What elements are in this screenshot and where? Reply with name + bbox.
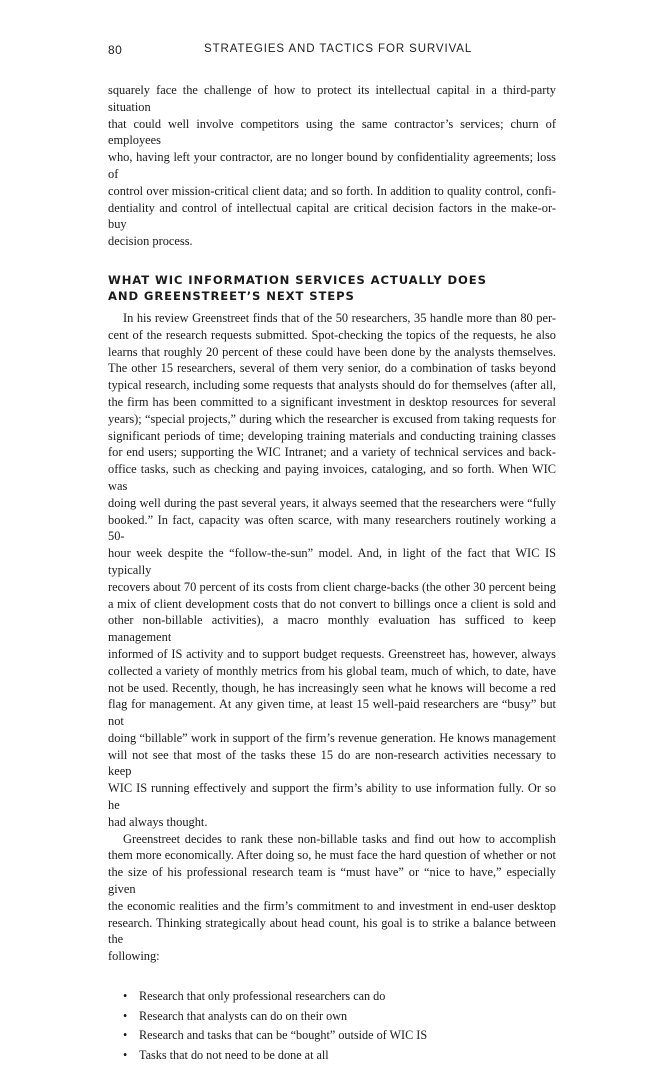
bullet-marker: • <box>123 1047 128 1062</box>
bullet-marker: • <box>123 1008 128 1023</box>
list-item-text: Research that analysts can do on their own <box>139 1008 348 1023</box>
text-line: informed of IS activity and to support budget requests. Greenstreet has, however, always <box>108 646 556 661</box>
text-line: not be used. Recently, though, he has increasingly seen what he knows will become a red <box>108 680 556 695</box>
list-item <box>108 1046 556 1065</box>
text-line: years); “special projects,” during which the researcher is excused from taking requests for <box>108 411 556 426</box>
list-item-text: Research that only professional researchers can do <box>139 989 386 1004</box>
paragraph-review <box>108 310 556 831</box>
text-line: WIC IS running effectively and support the firm’s ability to use information fully. Or so he <box>108 781 556 813</box>
list-item <box>108 1026 556 1046</box>
section-heading <box>108 272 556 304</box>
text-line: that could well involve competitors using the same contractor’s services; churn of employees <box>108 116 556 148</box>
text-line: decision process. <box>108 234 193 249</box>
list-item <box>108 1007 556 1027</box>
text-line: them more economically. After doing so, he must face the hard question of whether or not <box>108 848 556 863</box>
list-item <box>108 987 556 1007</box>
text-line: learns that roughly 20 percent of these could have been done by the analysts themselves. <box>108 344 556 359</box>
bullet-marker: • <box>123 1028 128 1043</box>
text-line: for end users; supporting the WIC Intranet; and a variety of technical services and back- <box>108 445 556 460</box>
text-line: recovers about 70 percent of its costs from client charge-backs (the other 30 percent being <box>108 579 556 594</box>
text-line: hour week despite the “follow-the-sun” model. And, in light of the fact that WIC IS typically <box>108 546 556 577</box>
text-line: In his review Greenstreet finds that of the 50 researchers, 35 handle more than 80 per- <box>123 310 556 325</box>
paragraph-intro <box>108 82 556 250</box>
text-line: will not see that most of the tasks these 15 do are non-research activities necessary to keep <box>108 747 556 779</box>
text-line: office tasks, such as checking and paying invoices, cataloging, and so forth. When WIC was <box>108 462 556 493</box>
text-line: collected a variety of monthly metrics from his global team, much of which, to date, have <box>108 663 556 678</box>
text-line: control over mission-critical client data; and so forth. In addition to quality control, confi- <box>108 183 556 198</box>
text-line: had always thought. <box>108 814 208 829</box>
text-line: typical research, including some requests that analysts should do for themselves (after all, <box>108 378 556 393</box>
text-line: doing well during the past several years, it always seemed that the researchers were “fully <box>108 495 556 510</box>
text-line: other non-billable activities), a macro monthly evaluation has sufficed to keep management <box>108 613 556 645</box>
bullet-marker: • <box>123 989 128 1004</box>
text-line: research. Thinking strategically about head count, his goal is to strike a balance between the <box>108 915 556 947</box>
bullet-list <box>108 987 556 1065</box>
text-line: cent of the research requests submitted. Spot-checking the topics of the requests, he also <box>108 327 556 342</box>
text-line: significant periods of time; developing training materials and conducting training classes <box>108 428 556 443</box>
text-line: The other 15 researchers, several of them very senior, do a combination of tasks beyond <box>108 361 556 376</box>
heading-line: WHAT WIC INFORMATION SERVICES ACTUALLY DOES <box>108 272 487 287</box>
text-line: the size of his professional research team is “must have” or “nice to have,” especially given <box>108 865 556 897</box>
body-text <box>108 82 556 1065</box>
page-number: 80 <box>108 43 123 57</box>
page-header <box>108 43 538 59</box>
text-line: doing “billable” work in support of the firm’s revenue generation. He knows management <box>108 730 556 745</box>
heading-line: AND GREENSTREET’S NEXT STEPS <box>108 288 355 303</box>
text-line: the economic realities and the firm’s commitment to and investment in end-user desktop <box>108 898 556 913</box>
text-line: dentiality and control of intellectual capital are critical decision factors in the make-or-buy <box>108 200 556 232</box>
text-line: who, having left your contractor, are no longer bound by confidentiality agreements; loss of <box>108 150 556 181</box>
paragraph-decision <box>108 831 556 965</box>
text-line: squarely face the challenge of how to protect its intellectual capital in a third-party situation <box>108 83 556 114</box>
text-line: flag for management. At any given time, at least 15 well-paid researchers are “busy” but not <box>108 697 556 729</box>
text-line: Greenstreet decides to rank these non-billable tasks and find out how to accomplish <box>123 831 556 846</box>
text-line: a mix of client development costs that do not convert to billings once a client is sold and <box>108 596 556 611</box>
text-line: the firm has been committed to a significant investment in desktop resources for several <box>108 394 556 409</box>
text-line: following: <box>108 949 160 964</box>
text-line: booked.” In fact, capacity was often scarce, with many researchers routinely working a 50- <box>108 512 556 544</box>
running-head: STRATEGIES AND TACTICS FOR SURVIVAL <box>204 43 473 55</box>
list-item-text: Research and tasks that can be “bought” outside of WIC IS <box>139 1028 428 1043</box>
list-item-text: Tasks that do not need to be done at all <box>139 1047 329 1062</box>
